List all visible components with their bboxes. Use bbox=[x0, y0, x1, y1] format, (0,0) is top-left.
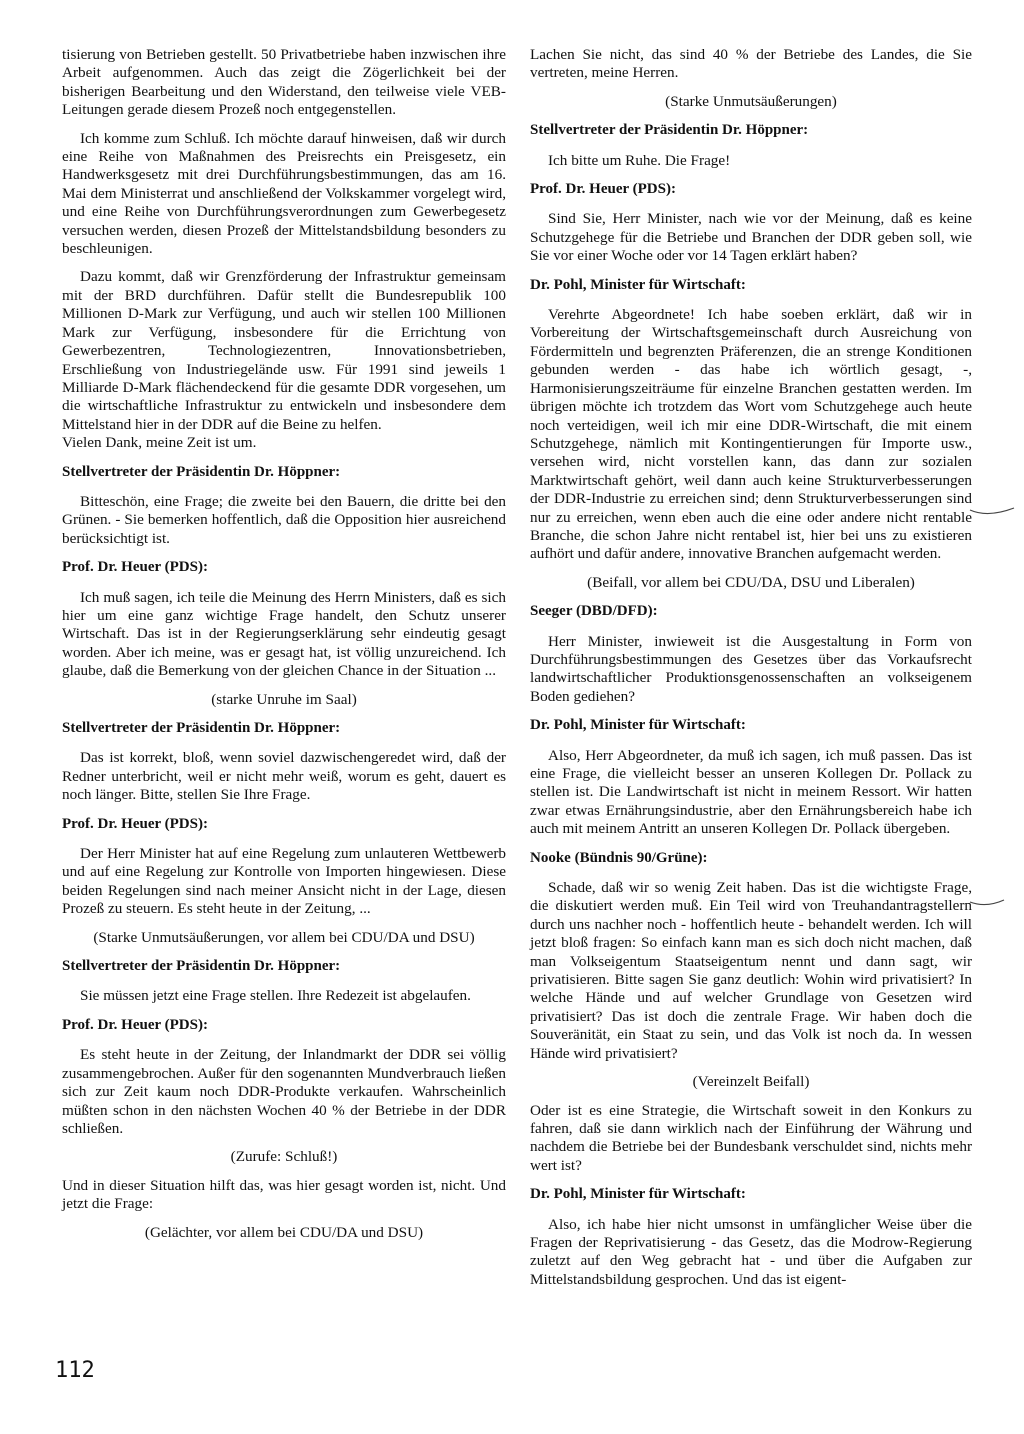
paragraph: Es steht heute in der Zeitung, der Inlandmarkt der DDR sei völlig zusammengebrochen. Außer für den sogenannten Mundverbrauch ließen sich zur Zeit kaum noch DDR-Produkte verkaufen. Wahrscheinlich müßten schon in den nächsten Wochen 40 % der Betriebe in der DDR schließen. bbox=[62, 1046, 506, 1137]
stage-direction: (Starke Unmutsäußerungen) bbox=[665, 92, 837, 110]
speaker-heading: Prof. Dr. Heuer (PDS): bbox=[62, 1016, 208, 1033]
paragraph: Herr Minister, inwieweit ist die Ausgestaltung in Form von Durchführungsbestimmungen des Gesetzes über das Vorkaufsrecht landwirtschaftlicher Produktionsgenossenschaften an volkseigenem Boden gediehen? bbox=[530, 632, 972, 705]
left-column bbox=[62, 46, 506, 1252]
speaker-heading: Prof. Dr. Heuer (PDS): bbox=[62, 815, 208, 832]
paragraph: Ich bitte um Ruhe. Die Frage! bbox=[548, 151, 731, 169]
speaker-heading: Seeger (DBD/DFD): bbox=[530, 603, 658, 620]
speaker-heading: Stellvertreter der Präsidentin Dr. Höppner: bbox=[62, 958, 341, 975]
paragraph: Lachen Sie nicht, das sind 40 % der Betriebe des Landes, die Sie vertreten, meine Herren. bbox=[530, 46, 972, 82]
page-number: 112 bbox=[55, 1358, 95, 1383]
paragraph: Und in dieser Situation hilft das, was hier gesagt worden ist, nicht. Und jetzt die Frage: bbox=[62, 1176, 506, 1213]
scan-mark-icon bbox=[968, 500, 1018, 520]
paragraph: Das ist korrekt, bloß, wenn soviel dazwischengeredet wird, daß der Redner unterbricht, weil er nicht mehr weiß, worum es geht, dauert es noch länger. Bitte, stellen Sie Ihre Frage. bbox=[62, 749, 506, 804]
speaker-heading: Dr. Pohl, Minister für Wirtschaft: bbox=[530, 717, 746, 734]
paragraph: Also, Herr Abgeordneter, da muß ich sagen, ich muß passen. Das ist eine Frage, die vielleicht besser an unseren Kollegen Dr. Pollack zu stellen ist. Die Landwirtschaft ist nicht in meinem Ressort. Wir hatten zwar etwas Ernährungsindustrie, aber den Ernährungsbereich habe ich auch mit meinem Antritt an unseren Kollegen Dr. Pollack übergeben. bbox=[530, 746, 972, 838]
paragraph: Der Herr Minister hat auf eine Regelung zum unlauteren Wettbewerb und auf eine Regelung zur Kontrolle von Importen hingewiesen. Diese beiden Regelungen sind nach meiner Ansicht nicht in der Lage, diesen Prozeß zu steuern. Es steht heute in der Zeitung, ... bbox=[62, 845, 506, 918]
stage-direction: (Gelächter, vor allem bei CDU/DA und DSU) bbox=[144, 1223, 424, 1241]
paragraph: Also, ich habe hier nicht umsonst in umfänglicher Weise über die Fragen der Reprivatisierung - das Gesetz, das die Modrow-Regierung zuletzt auf den Weg gebracht hat - und über die Aufgaben zur Mittelstandsbildung gesprochen. Und das ist eigent- bbox=[530, 1215, 972, 1288]
speaker-heading: Stellvertreter der Präsidentin Dr. Höppner: bbox=[62, 720, 341, 736]
stage-direction: (starke Unruhe im Saal) bbox=[211, 690, 357, 708]
speaker-heading: Dr. Pohl, Minister für Wirtschaft: bbox=[530, 1186, 746, 1203]
paragraph: Dazu kommt, daß wir Grenzförderung der Infrastruktur gemeinsam mit der BRD durchführen. Dafür stellt die Bundesrepublik 100 Millionen D-Mark zur Verfügung, und auch wir stellen 100 Millionen Mark zur Verfügung, insbesondere für die Errichtung von Gewerbezentren, Technologiezentren, Innovationsbetrieben, Erschließung von Industriegelände usw. Für 1991 sind jeweils 1 Milliarde D-Mark flächendeckend für die gesamte DDR vorgesehen, um die wirtschaftliche Infrastruktur zu entwickeln und insbesondere dem Mittelstand hier in der DDR auf die Beine zu helfen. bbox=[62, 268, 506, 433]
paragraph: Ich muß sagen, ich teile die Meinung des Herrn Ministers, daß es sich hier um eine ganz wichtige Frage handelt, den Schutz unserer Wirtschaft. Das ist in der Regierungserklärung sehr eindeutig gesagt worden. Aber ich meine, was er gesagt hat, ist völlig unzureichend. Ich glaube, daß die Bemerkung von der gleichen Chance in der Situation ... bbox=[62, 588, 506, 680]
paragraph: tisierung von Betrieben gestellt. 50 Privatbetriebe haben inzwischen ihre Arbeit aufgenommen. Auch das zeigt die Zögerlichkeit bei der bisherigen Bearbeitung und den Widerstand, den teilweise viele VEB-Leitungen gerade diesem Prozeß noch entgegenstellen. bbox=[62, 46, 506, 119]
paragraph: Sind Sie, Herr Minister, nach wie vor der Meinung, daß es keine Schutzgehege für die Betriebe und Branchen der DDR geben soll, wie Sie vor einer Woche oder vor 14 Tagen erklärt haben? bbox=[530, 210, 972, 265]
speaker-heading: Prof. Dr. Heuer (PDS): bbox=[62, 559, 208, 576]
stage-direction: (Zurufe: Schluß!) bbox=[230, 1148, 338, 1166]
paragraph: Verehrte Abgeordnete! Ich habe soeben erklärt, daß wir in Vorbereitung der Wirtschaftsgemeinschaft durch Ausreichung von Fördermitteln und begrenzten Präferenzen, die an strenge Konditionen gebunden werden - das habe ich wörtlich gesagt, -, Harmonisierungszeiträume für einzelne Branchen gestatten werden. Im übrigen möchte ich trotzdem das Wort vom Schutzgehege auch heute noch verteidigen, weil ich mir eine DDR-Wirtschaft, die mit einem Schutzgehege, nämlich mit Kontingentierungen für Importe usw., versehen wird, nicht vorstellen kann, das dann zur sozialen Marktwirtschaft gehört, weil dann auch keine Strukturverbesserungen der DDR-Industrie zu erreichen sind; denn Strukturverbesserungen sind nur zu erreichen, wenn eben auch die eine oder andere nicht rentable Branche, die schon Jahre nicht rentabel ist, hier bei uns zu existieren aufhört und dafür andere, innovative Branchen aufgemacht werden. bbox=[530, 306, 972, 563]
speaker-heading: Stellvertreter der Präsidentin Dr. Höppner: bbox=[530, 122, 809, 139]
paragraph: Schade, daß wir so wenig Zeit haben. Das ist die wichtigste Frage, die diskutiert werden muß. Ein Teil wird von Treuhandantragstellern durch uns nachher noch - hoffentlich heute - behandelt werden. Ich will jetzt bloß fragen: So einfach kann man es sich doch nicht machen, daß man Volkseigentum Staatseigentum nennt und dann sagt, wir privatisieren. Bitte sagen Sie ganz deutlich: Wohin wird privatisiert? In welche Hände und auf welcher Grundlage von Gesetzen wird privatisiert? Das ist doch die zentrale Frage. Wir haben doch die Souveränität, ein Staat zu sein, und das Volk ist noch da. In wessen Hände wird privatisiert? bbox=[530, 879, 972, 1062]
paragraph: Sie müssen jetzt eine Frage stellen. Ihre Redezeit ist abgelaufen. bbox=[80, 987, 471, 1005]
stage-direction: (Starke Unmutsäußerungen, vor allem bei CDU/DA und DSU) bbox=[93, 928, 475, 946]
paragraph: Bitteschön, eine Frage; die zweite bei den Bauern, die dritte bei den Grünen. - Sie bemerken hoffentlich, daß die Opposition hier ausreichend berücksichtigt ist. bbox=[62, 492, 506, 547]
paragraph: Oder ist es eine Strategie, die Wirtschaft soweit in den Konkurs zu fahren, daß sie dann wirklich nach der Einführung der Währung und nachdem die Betriebe bei der Bundesbank verschuldet sind, nichts mehr wert ist? bbox=[530, 1101, 972, 1174]
paragraph: Vielen Dank, meine Zeit ist um. bbox=[62, 434, 257, 452]
right-column bbox=[530, 46, 972, 1299]
stage-direction: (Beifall, vor allem bei CDU/DA, DSU und Liberalen) bbox=[587, 573, 915, 591]
speaker-heading: Prof. Dr. Heuer (PDS): bbox=[530, 181, 676, 198]
speaker-heading: Stellvertreter der Präsidentin Dr. Höppner: bbox=[62, 463, 341, 480]
stage-direction: (Vereinzelt Beifall) bbox=[692, 1073, 810, 1091]
paragraph: Ich komme zum Schluß. Ich möchte darauf hinweisen, daß wir durch eine Reihe von Maßnahmen des Preisrechts ein Preisgesetz, ein Handwerksgesetz mit drei Durchführungsbestimmungen, das am 16. Mai dem Ministerrat und anschließend der Volkskammer vorgelegt wird, und eine Reihe von Durchführungsverordnungen zum Gewerbegesetz versuchen werden, diesen Prozeß der Mittelstandsbildung besonders zu beschleunigen. bbox=[62, 129, 506, 258]
scan-mark-icon bbox=[968, 896, 1008, 912]
speaker-heading: Dr. Pohl, Minister für Wirtschaft: bbox=[530, 276, 746, 293]
speaker-heading: Nooke (Bündnis 90/Grüne): bbox=[530, 849, 708, 866]
